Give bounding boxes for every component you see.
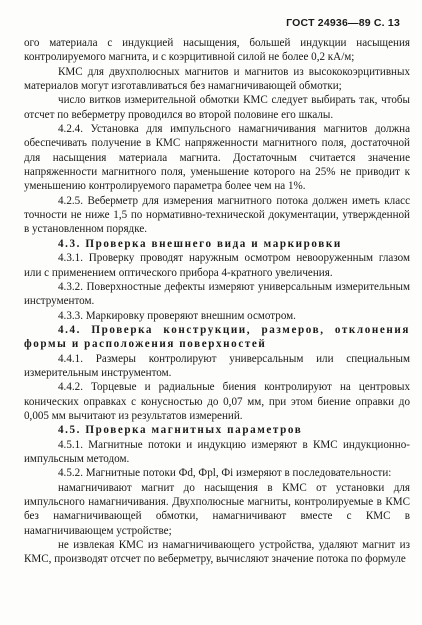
paragraph: 4.2.5. Веберметр для измерения магнитного потока должен иметь класс точности не ниже 1,5 по нормативно-технической документации, утвержденной в установленном порядке.	[24, 194, 410, 236]
paragraph: ого материала с индукцией насыщения, большей индукции насыщения контролируемого магнита, и с коэрцитивной силой не более 0,2 кА/м;	[24, 37, 410, 64]
section-heading: 4.5. Проверка магнитных параметров	[58, 424, 303, 437]
section-heading: 4.4. Проверка конструкции, размеров, отклонения формы и расположения поверхностей	[24, 323, 410, 351]
paragraph: число витков измерительной обмотки КМС следует выбирать так, чтобы отсчет по веберметру проводился во второй половине его шкалы.	[24, 94, 410, 121]
paragraph: 4.3.2. Поверхностные дефекты измеряют универсальным измерительным инструментом.	[24, 280, 410, 308]
section-heading: 4.3. Проверка внешнего вида и маркировки	[58, 237, 342, 250]
paragraph: намагничивают магнит до насыщения в КМС от установки для импульсного намагничивания. Двухполюсные магниты, контролируемые в КМС без намагничивающей обмотки, намагничивают вместе с КМС в намагничивающем устройстве;	[24, 481, 410, 537]
paragraph: не извлекая КМС из намагничивающего устройства, удаляют магнит из КМС, производят отсчет по веберметру, вычисляют значение потока по формуле	[24, 539, 410, 566]
document-body	[24, 36, 410, 567]
paragraph: 4.5.1. Магнитные потоки и индукцию измеряют в КМС индукционно-импульсным методом.	[24, 438, 410, 465]
paragraph: 4.2.4. Установка для импульсного намагничивания магнитов должна обеспечивать получение в КМС напряженности магнитного поля, достаточной для насыщения материала магнита. Достаточным считается значение напряженности магнитного поля, уменьшение которого на 25% не приводит к уменьшению контролируемого параметра более чем на 1%.	[24, 123, 410, 193]
page-header: ГОСТ 24936—89 С. 13	[286, 17, 400, 29]
paragraph: 4.4.1. Размеры контролируют универсальным или специальным измерительным инструментом.	[24, 352, 410, 379]
paragraph: 4.3.3. Маркировку проверяют внешним осмотром.	[58, 309, 296, 322]
paragraph: 4.4.2. Торцевые и радиальные биения контролируют на центровых конических оправках с конусностью до 0,07 мм, при этом биение оправки до 0,005 мм вычитают из результатов измерений.	[24, 381, 410, 422]
paragraph: КМС для двухполюсных магнитов и магнитов из высококоэрцитивных материалов могут изготавливаться без намагничивающей обмотки;	[24, 65, 410, 93]
paragraph: 4.5.2. Магнитные потоки Фd, Фpl, Фi измеряют в последовательности:	[58, 467, 392, 480]
paragraph: 4.3.1. Проверку проводят наружным осмотром невооруженным глазом или с применением оптического прибора 4-кратного увеличения.	[24, 252, 410, 279]
